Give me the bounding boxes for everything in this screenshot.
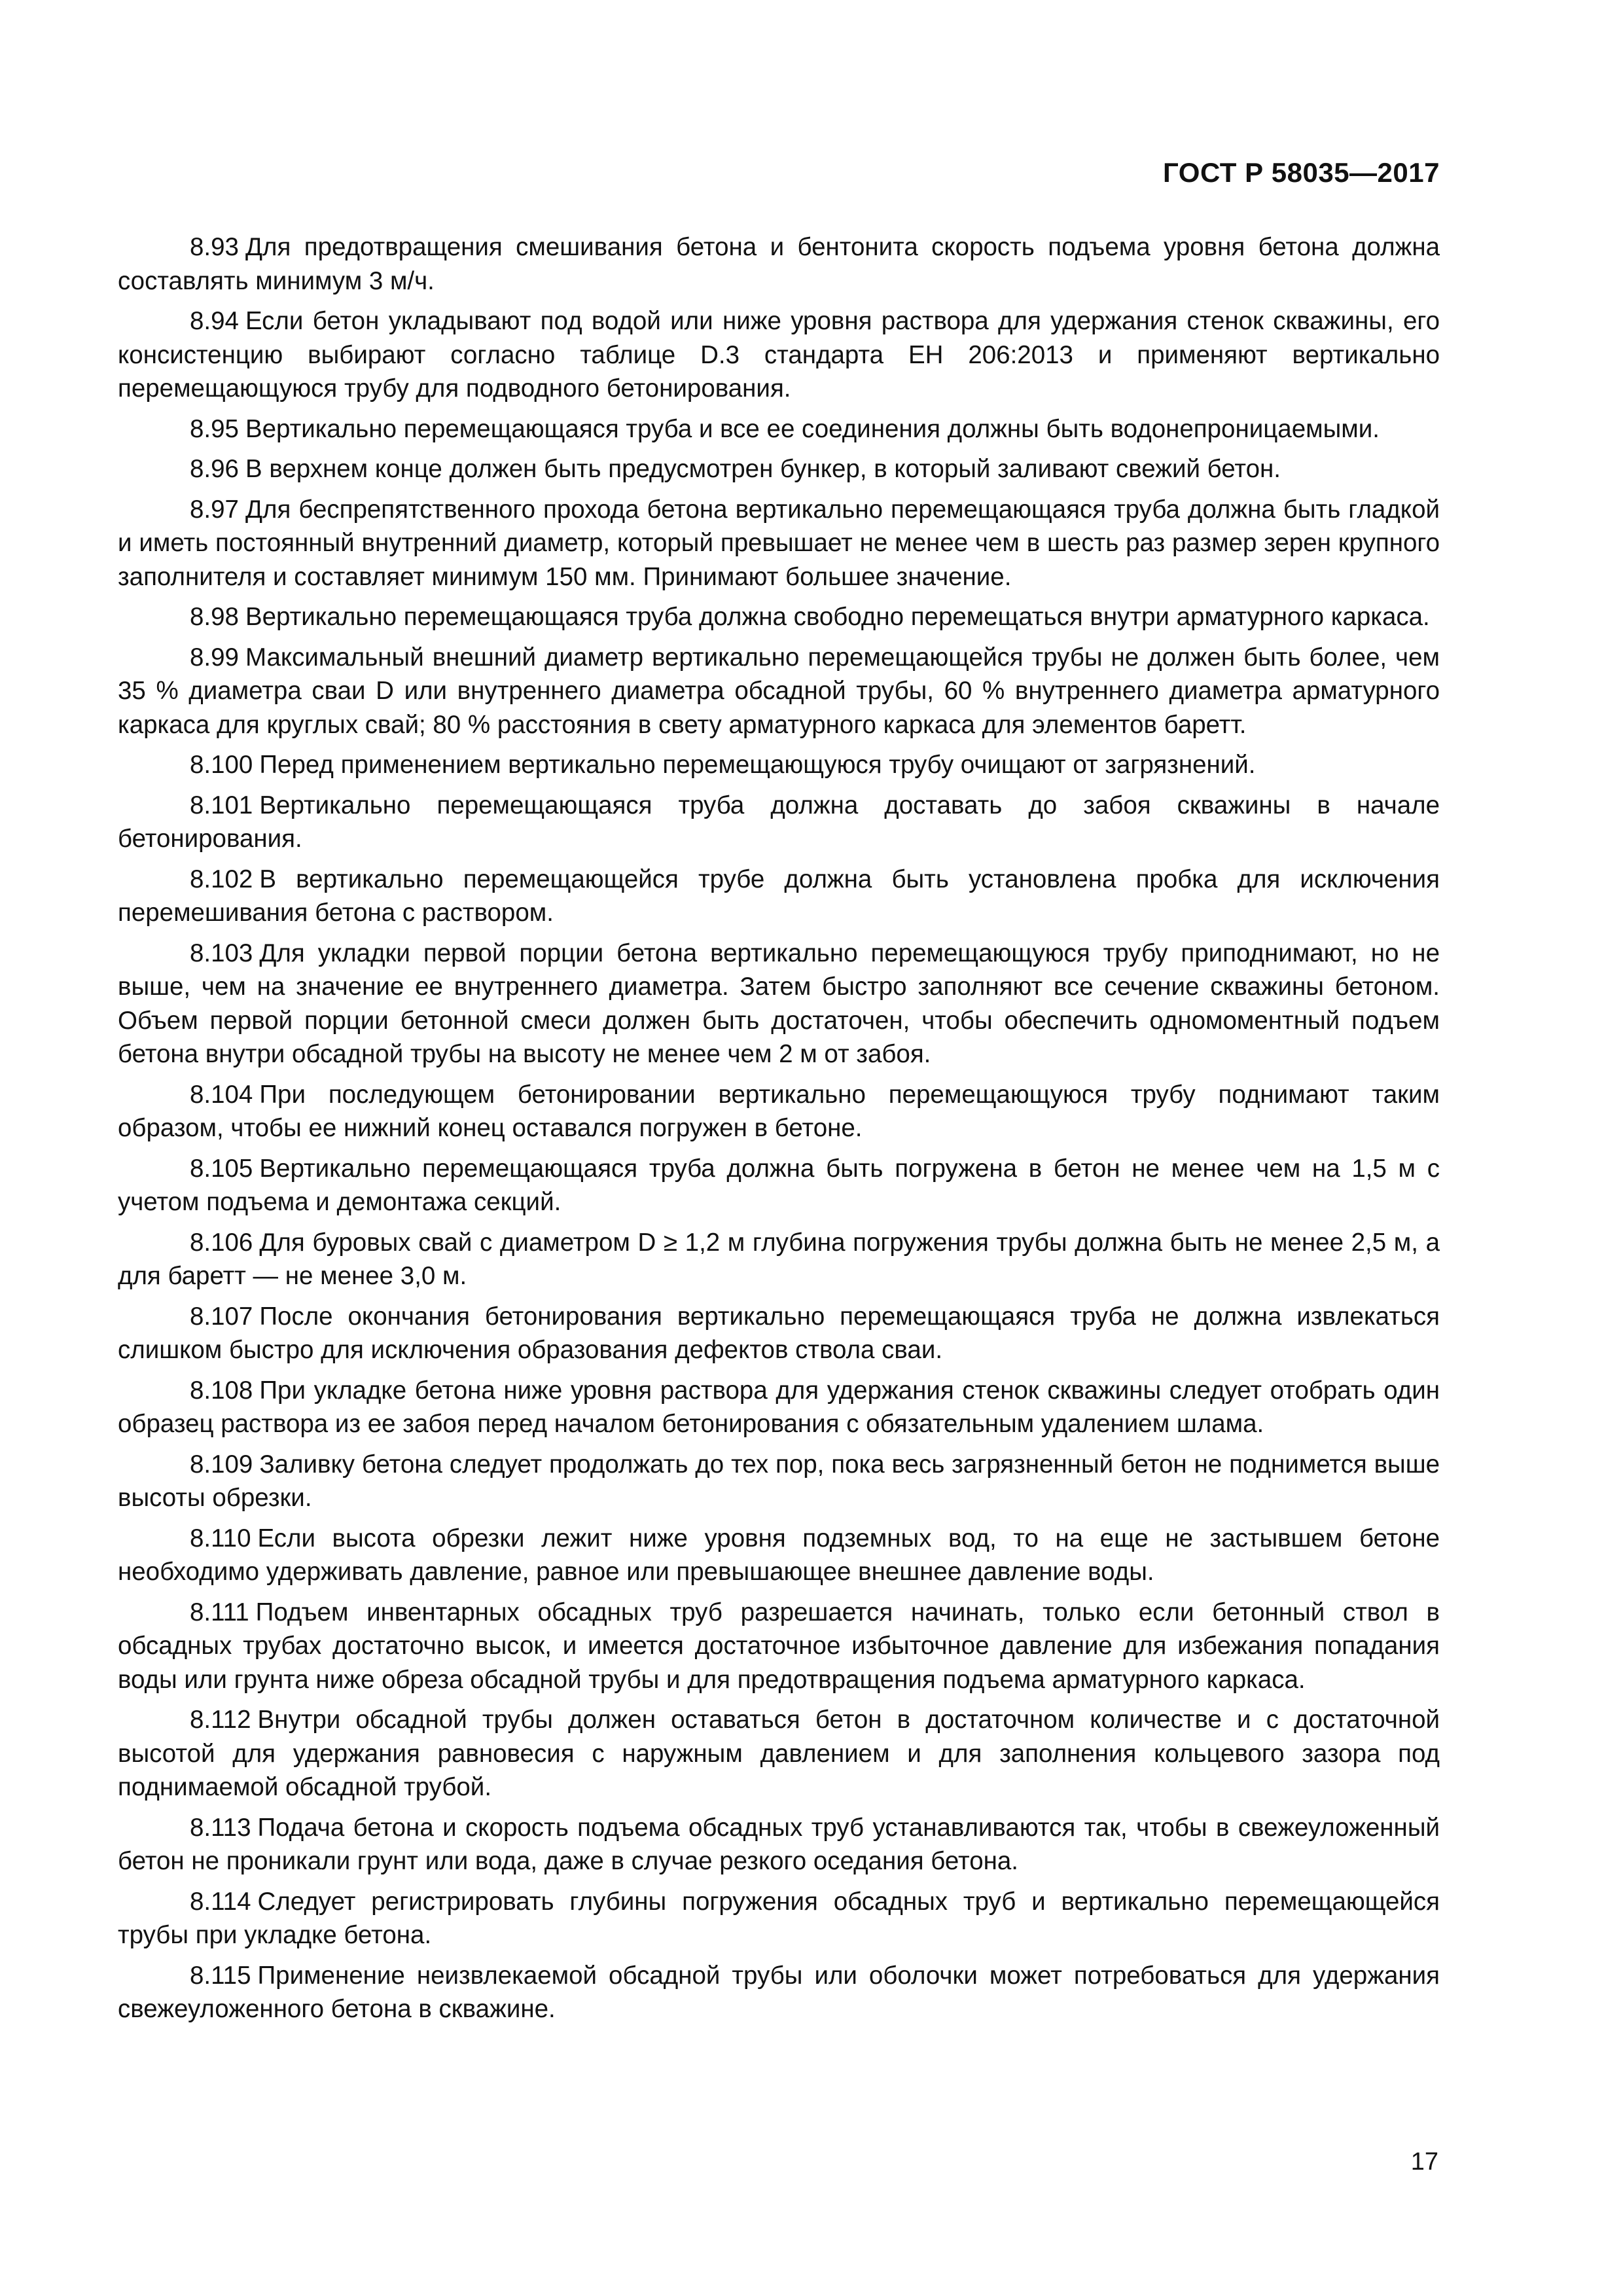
paragraph-text: Подъем инвентарных обсадных труб разрешается начинать, только если бетонный ствол в обсадных трубах достаточно высок, и имеется достаточное избыточное давление для избежания попадания воды или грунта ниже обреза обсадной трубы и для предотвращения подъема арматурного каркаса.: [118, 1598, 1440, 1694]
paragraph-number: 8.101: [190, 791, 253, 819]
paragraph-number: 8.103: [190, 939, 253, 967]
paragraph-number: 8.97: [190, 495, 239, 524]
paragraph-number: 8.108: [190, 1376, 253, 1405]
paragraph-8-98: [118, 600, 1440, 634]
paragraph-8-114: [118, 1885, 1440, 1952]
paragraph-text: Для буровых свай с диаметром D ≥ 1,2 м глубина погружения трубы должна быть не менее 2,5 м, а для баретт — не менее 3,0 м.: [118, 1228, 1440, 1290]
paragraph-8-109: [118, 1448, 1440, 1515]
paragraph-text: В вертикально перемещающейся трубе должна быть установлена пробка для исключения перемешивания бетона с раствором.: [118, 865, 1440, 927]
paragraph-number: 8.96: [190, 455, 239, 483]
paragraph-number: 8.113: [190, 1813, 251, 1842]
paragraph-8-100: [118, 748, 1440, 782]
paragraph-number: 8.115: [190, 1961, 251, 1990]
paragraph-number: 8.112: [190, 1706, 251, 1734]
paragraph-number: 8.100: [190, 751, 253, 779]
paragraph-8-107: [118, 1300, 1440, 1367]
paragraph-8-105: [118, 1152, 1440, 1219]
paragraph-8-108: [118, 1374, 1440, 1441]
paragraph-8-103: [118, 937, 1440, 1071]
paragraph-number: 8.109: [190, 1450, 253, 1479]
paragraph-number: 8.94: [190, 307, 239, 335]
paragraph-8-113: [118, 1811, 1440, 1878]
paragraph-text: Если бетон укладывают под водой или ниже уровня раствора для удержания стенок скважины, его консистенцию выбирают согласно таблице D.3 стандарта ЕН 206:2013 и применяют вертикально перемещающуюся трубу для подводного бетонирования.: [118, 307, 1440, 403]
paragraph-text: Вертикально перемещающаяся труба должна быть погружена в бетон не менее чем на 1,5 м с учетом подъема и демонтажа секций.: [118, 1154, 1440, 1216]
paragraph-text: При последующем бетонировании вертикально перемещающуюся трубу поднимают таким образом, чтобы ее нижний конец оставался погружен в бетоне.: [118, 1080, 1440, 1142]
paragraph-number: 8.95: [190, 414, 239, 443]
paragraph-text: Вертикально перемещающаяся труба должна свободно перемещаться внутри арматурного каркаса.: [245, 603, 1430, 631]
paragraph-8-94: [118, 304, 1440, 406]
paragraph-8-111: [118, 1596, 1440, 1697]
paragraph-number: 8.114: [190, 1887, 251, 1916]
paragraph-8-95: [118, 412, 1440, 446]
paragraph-text: Заливку бетона следует продолжать до тех пор, пока весь загрязненный бетон не поднимется выше высоты обрезки.: [118, 1450, 1440, 1512]
paragraph-number: 8.98: [190, 603, 239, 631]
paragraph-8-115: [118, 1959, 1440, 2026]
paragraph-text: Подача бетона и скорость подъема обсадных труб устанавливаются так, чтобы в свежеуложенный бетон не проникали грунт или вода, даже в случае резкого оседания бетона.: [118, 1813, 1440, 1875]
paragraph-8-93: [118, 230, 1440, 298]
paragraph-8-106: [118, 1226, 1440, 1293]
paragraph-8-101: [118, 789, 1440, 856]
document-header-id: ГОСТ Р 58035—2017: [1163, 157, 1440, 188]
paragraph-number: 8.93: [190, 233, 239, 261]
paragraph-8-104: [118, 1078, 1440, 1145]
paragraph-number: 8.110: [190, 1524, 251, 1552]
paragraph-text: Для беспрепятственного прохода бетона вертикально перемещающаяся труба должна быть гладкой и иметь постоянный внутренний диаметр, который превышает не менее чем в шесть раз размер зерен крупного заполнителя и составляет минимум 150 мм. Принимают большее значение.: [118, 495, 1440, 591]
paragraph-8-110: [118, 1522, 1440, 1589]
paragraph-text: Перед применением вертикально перемещающуюся трубу очищают от загрязнений.: [259, 751, 1256, 779]
paragraph-number: 8.102: [190, 865, 253, 893]
paragraph-8-97: [118, 493, 1440, 594]
paragraph-number: 8.107: [190, 1302, 253, 1331]
paragraph-8-102: [118, 863, 1440, 930]
paragraph-text: Вертикально перемещающаяся труба и все ее соединения должны быть водонепроницаемыми.: [245, 414, 1380, 443]
paragraph-8-99: [118, 641, 1440, 742]
paragraph-number: 8.106: [190, 1228, 253, 1257]
paragraph-text: При укладке бетона ниже уровня раствора для удержания стенок скважины следует отобрать один образец раствора из ее забоя перед началом бетонирования с обязательным удалением шлама.: [118, 1376, 1440, 1438]
page-number: 17: [1410, 2148, 1438, 2176]
document-body: [118, 230, 1440, 2033]
paragraph-number: 8.105: [190, 1154, 253, 1183]
paragraph-8-112: [118, 1703, 1440, 1804]
paragraph-text: Для укладки первой порции бетона вертикально перемещающуюся трубу приподнимают, но не выше, чем на значение ее внутреннего диаметра. Затем быстро заполняют все сечение скважины бетоном. Объем первой порции бетонной смеси должен быть достаточен, чтобы обеспечить одномоментный подъем бетона внутри обсадной трубы на высоту не менее чем 2 м от забоя.: [118, 939, 1440, 1068]
paragraph-text: Для предотвращения смешивания бетона и бентонита скорость подъема уровня бетона должна составлять минимум 3 м/ч.: [118, 233, 1440, 295]
paragraph-text: Следует регистрировать глубины погружения обсадных труб и вертикально перемещающейся трубы при укладке бетона.: [118, 1887, 1440, 1949]
paragraph-text: Применение неизвлекаемой обсадной трубы или оболочки может потребоваться для удержания свежеуложенного бетона в скважине.: [118, 1961, 1440, 2023]
paragraph-text: После окончания бетонирования вертикально перемещающаяся труба не должна извлекаться слишком быстро для исключения образования дефектов ствола сваи.: [118, 1302, 1440, 1364]
paragraph-text: Максимальный внешний диаметр вертикально перемещающейся трубы не должен быть более, чем 35 % диаметра сваи D или внутреннего диаметра обсадной трубы, 60 % внутреннего диаметра арматурного каркаса для круглых свай; 80 % расстояния в свету арматурного каркаса для элементов баретт.: [118, 643, 1440, 739]
paragraph-8-96: [118, 452, 1440, 486]
paragraph-number: 8.99: [190, 643, 239, 672]
paragraph-text: Если высота обрезки лежит ниже уровня подземных вод, то на еще не застывшем бетоне необходимо удерживать давление, равное или превышающее внешнее давление воды.: [118, 1524, 1440, 1586]
paragraph-text: В верхнем конце должен быть предусмотрен бункер, в который заливают свежий бетон.: [245, 455, 1281, 483]
paragraph-text: Внутри обсадной трубы должен оставаться бетон в достаточном количестве и с достаточной высотой для удержания равновесия с наружным давлением и для заполнения кольцевого зазора под поднимаемой обсадной трубой.: [118, 1706, 1440, 1801]
paragraph-text: Вертикально перемещающаяся труба должна доставать до забоя скважины в начале бетонирования.: [118, 791, 1440, 853]
paragraph-number: 8.111: [190, 1598, 249, 1626]
paragraph-number: 8.104: [190, 1080, 253, 1109]
